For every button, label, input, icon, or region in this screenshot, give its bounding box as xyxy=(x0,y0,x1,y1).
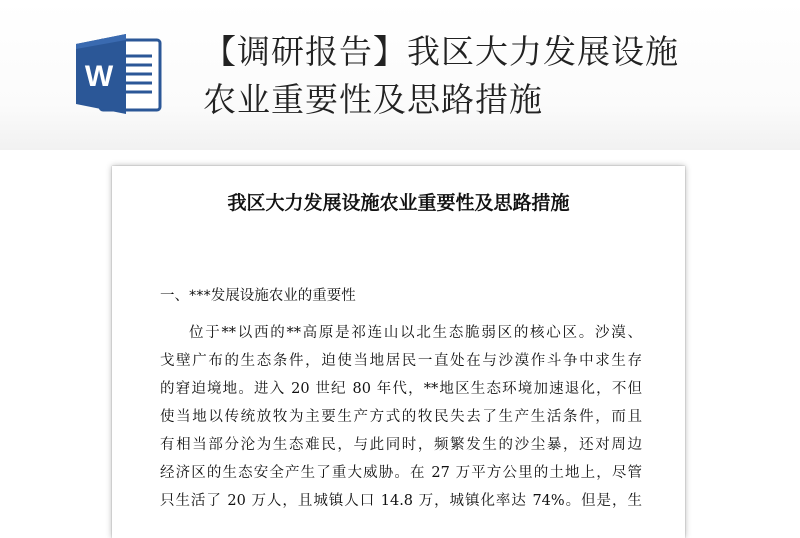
word-document-icon xyxy=(76,34,162,114)
paragraph-line: 经济区的生态安全产生了重大威胁。在 27 万平方公里的土地上，尽管 xyxy=(160,465,642,481)
document-page xyxy=(112,166,685,538)
section-heading: 一、***发展设施农业的重要性 xyxy=(160,288,356,304)
document-title: 我区大力发展设施农业重要性及思路措施 xyxy=(227,192,570,214)
paragraph-line: 使当地以传统放牧为主要生产方式的牧民失去了生产生活条件，而且 xyxy=(160,409,642,425)
word-icon-letter: W xyxy=(84,60,114,93)
paragraph-line: 位于**以西的**高原是祁连山以北生态脆弱区的核心区。沙漠、 xyxy=(189,325,642,341)
paragraph-line: 的窘迫境地。进入 20 世纪 80 年代，**地区生态环境加速退化，不但 xyxy=(160,381,642,397)
header-banner xyxy=(0,0,800,150)
header-title-line-2: 农业重要性及思路措施 xyxy=(203,80,543,119)
header-title-line-1: 【调研报告】我区大力发展设施 xyxy=(203,32,679,71)
paragraph-line: 戈壁广布的生态条件，迫使当地居民一直处在与沙漠作斗争中求生存 xyxy=(160,353,642,369)
paragraph-line: 只生活了 20 万人，且城镇人口 14.8 万，城镇化率达 74%。但是，生 xyxy=(160,493,642,509)
paragraph-line: 有相当部分沦为生态难民，与此同时，频繁发生的沙尘暴，还对周边 xyxy=(160,437,642,453)
